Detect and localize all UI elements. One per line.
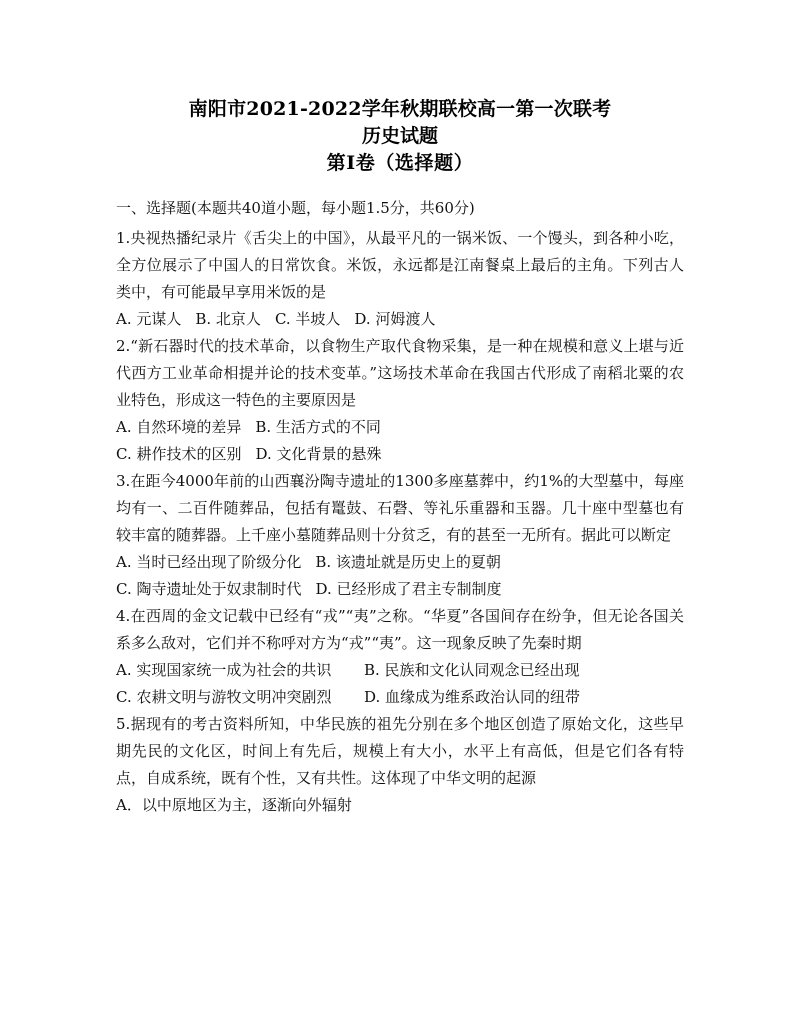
option-c: C. 农耕文明与游牧文明冲突剧烈 — [116, 688, 332, 706]
option-row — [116, 549, 684, 576]
option-d: D. 已经形成了君主专制制度 — [315, 580, 502, 598]
option-row — [116, 441, 684, 468]
question-stem: 4.在西周的金文记载中已经有“戎”“夷”之称。“华夏”各国间存在纷争，但无论各国关系多么敌对，它们并不称呼对方为“戎”“夷”。这一现象反映了先秦时期 — [116, 607, 684, 652]
option-b: B. 生活方式的不同 — [255, 418, 381, 436]
option-row — [116, 657, 684, 684]
question-stem: 3.在距今4000年前的山西襄汾陶寺遗址的1300多座墓葬中，约1%的大型墓中，每座均有一、二百件随葬品，包括有鼍鼓、石磬、等礼乐重器和玉器。几十座中型墓也有较丰富的随葬器。上千座小墓随葬品则十分贫乏，有的甚至一无所有。据此可以断定 — [116, 472, 684, 544]
question-4 — [116, 603, 684, 711]
question-1 — [116, 225, 684, 333]
option-row — [116, 306, 684, 333]
question-stem: 2.“新石器时代的技术革命，以食物生产取代食物采集，是一种在规模和意义上堪与近代西方工业革命相提并论的技术变革。”这场技术革命在我国古代形成了南稻北粟的农业特色，形成这一特色的主要原因是 — [116, 337, 684, 409]
option-a: A. 自然环境的差异 — [116, 418, 242, 436]
exam-title: 南阳市2021-2022学年秋期联校高一第一次联考 — [188, 98, 612, 120]
option-row — [116, 576, 684, 603]
option-c: C. 耕作技术的区别 — [116, 445, 242, 463]
option-d: D. 河姆渡人 — [354, 310, 436, 328]
part-title: 第I卷（选择题） — [326, 152, 474, 174]
question-2 — [116, 333, 684, 468]
option-row — [116, 414, 684, 441]
question-5 — [116, 711, 684, 819]
option-c: C. 半坡人 — [274, 310, 341, 328]
option-a: A. 当时已经出现了阶级分化 — [116, 553, 302, 571]
option-a: A. 实现国家统一成为社会的共识 — [116, 661, 332, 679]
option-d: D. 血缘成为维系政治认同的纽带 — [364, 688, 581, 706]
question-3 — [116, 468, 684, 603]
option-b: B. 该遗址就是历史上的夏朝 — [315, 553, 501, 571]
option-d: D. 文化背景的悬殊 — [255, 445, 382, 463]
option-row — [116, 684, 684, 711]
option-a: A. 元谋人 — [116, 310, 182, 328]
option-row — [116, 792, 684, 819]
option-b: B. 北京人 — [195, 310, 261, 328]
question-stem: 5.据现有的考古资料所知，中华民族的祖先分别在多个地区创造了原始文化，这些早期先民的文化区，时间上有先后，规模上有大小，水平上有高低，但是它们各有特点，自成系统，既有个性，又有共性。这体现了中华文明的起源 — [116, 715, 684, 787]
question-stem: 1.央视热播纪录片《舌尖上的中国》，从最平凡的一锅米饭、一个馒头，到各种小吃，全方位展示了中国人的日常饮食。米饭，永远都是江南餐桌上最后的主角。下列古人类中，有可能最早享用米饭的是 — [116, 229, 684, 301]
option-c: C. 陶寺遗址处于奴隶制时代 — [116, 580, 302, 598]
option-b: B. 民族和文化认同观念已经出现 — [364, 661, 580, 679]
option-a: A．以中原地区为主，逐渐向外辐射 — [116, 796, 352, 814]
subject-title: 历史试题 — [361, 125, 438, 147]
exam-header — [116, 96, 684, 177]
section-heading: 一、选择题(本题共40道小题，每小题1.5分，共60分) — [116, 199, 475, 217]
